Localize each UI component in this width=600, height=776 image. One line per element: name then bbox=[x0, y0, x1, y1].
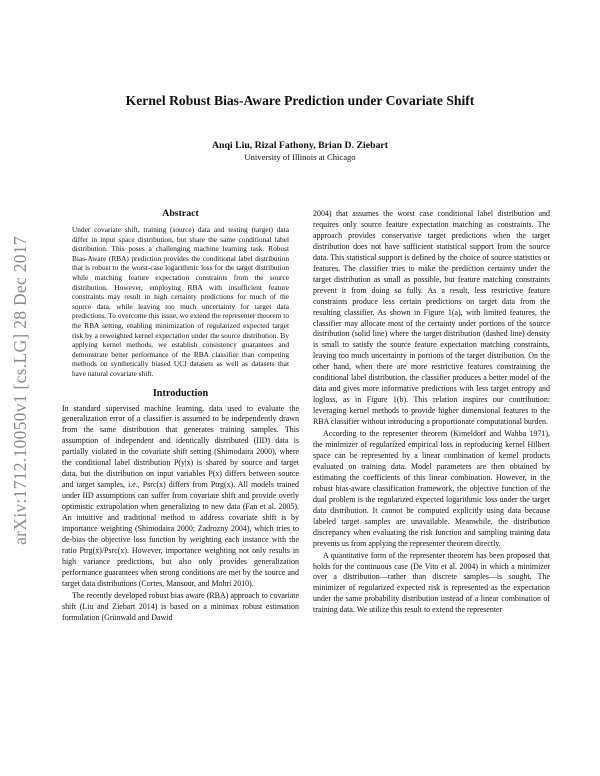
paper-authors: Anqi Liu, Rizal Fathony, Brian D. Ziebart bbox=[211, 140, 389, 151]
introduction-heading: Introduction bbox=[152, 387, 209, 399]
right-paragraph-3: A quantitative form of the representer theorem has been proposed that holds for the continuous case (De Vito et al. 2004) in which a minimizer over a distribution—rather than discrete samples—is sought. The minimizer of regularized expected risk is represented as the expectation under the same probability distribution instead of a linear combination of training data. We utilize this result to extend the representer bbox=[313, 550, 550, 615]
paper-title: Kernel Robust Bias-Aware Prediction under Covariate Shift bbox=[125, 93, 475, 108]
abstract-text: Under covariate shift, training (source) data and testing (target) data differ in input space distribution, but share the same conditional label distribution. This poses a challenging machine learning task. Robust Bias-Aware (RBA) prediction provides the conditional label distribution that is robust to the worst-case logarithmic loss for the target distribution while matching feature expectation constraints from the source distribution. However, employing RBA with insufficient feature constraints may result in high certainty predictions for much of the source data, while leaving too much uncertainty for target data predictions. To overcome this issue, we extend the representer theorem to the RBA setting, enabling minimization of regularized expected target risk by a reweighted kernel expectation under the source distribution. By applying kernel methods, we establish consistency guarantees and demonstrate better performance of the RBA classifier than competing methods on synthetically biased UCI datasets as well as datasets that have natural covariate shift. bbox=[72, 225, 289, 378]
intro-paragraph-1: In standard supervised machine learning, data used to evaluate the generalization error of a classifier is assumed to be independently drawn from the same distribution that generates training samples. This assumption of independent and identically distributed (IID) data is partially violated in the covariate shift setting (Shimodaira 2000), where the conditional label distribution P(y|x) is shared by source and target data, but the distribution on input variables P(x) differs between source and target samples, i.e., Psrc(x) differs from Ptrg(x). All models trained under IID assumptions can suffer from covariate shift and provide overly optimistic extrapolation when generalizing to new data (Fan et al. 2005). An intuitive and traditional method to address covariate shift is by importance weighting (Shimodaira 2000; Zadrozny 2004), which tries to de-bias the objective loss function by weighting each instance with the ratio Ptrg(x)/Psrc(x). However, importance weighting not only results in high variance predictions, but also only provides generalization performance guarantees when strong conditions are met by the source and target data distributions (Cortes, Mansour, and Mohri 2010). bbox=[62, 403, 299, 588]
abstract-heading: Abstract bbox=[162, 208, 199, 219]
left-column bbox=[62, 208, 299, 624]
intro-paragraph-2: The recently developed robust bias aware (RBA) approach to covariate shift (Liu and Ziebart 2014) is based on a minimax robust estimation formulation (Grünwald and Dawid bbox=[62, 590, 299, 622]
arxiv-identifier: arXiv:1712.10050v1 [cs.LG] 28 Dec 2017 bbox=[9, 235, 30, 545]
right-paragraph-2: According to the representer theorem (Kimeldorf and Wahba 1971), the minimizer of regularized empirical loss in reproducing kernel Hilbert space can be represented by a linear combination of kernel products evaluated on training data. Model parameters are then obtained by estimating the coefficients of this linear combination. However, in the robust bias-aware classification framework, the objective function of the dual problem is the regularized expected logarithmic loss under the target data distribution. It cannot be computed explicitly using data because labeled target samples are unavailable. Meanwhile, the distribution discrepancy when evaluating the risk function and sampling training data prevents us from applying the representer theorem directly. bbox=[313, 429, 550, 548]
paper-affiliation: University of Illinois at Chicago bbox=[244, 152, 356, 162]
arxiv-identifier-stamp bbox=[9, 205, 31, 575]
right-column bbox=[313, 209, 550, 616]
right-paragraph-1: 2004) that assumes the worst case conditional label distribution and requires only source feature expectation matching as constraints. The approach provides conservative target predictions when the target distribution does not have sufficient statistical support from the source data. This statistical support is defined by the choice of source statistics or features. The classifier tries to make the prediction certainty under the target distribution as small as possible, but feature matching constraints prevent it from doing so fully. As a result, less restrictive feature constraints produce less certain predictions on target data from the resulting classifier. As shown in Figure 1(a), with limited features, the classifier may allocate most of the certainty under portions of the source distribution (solid line) where the target distribution (dashed line) density is small to satisfy the source feature expectation matching constraints, leaving too much uncertainty in portions of the target distribution. On the other hand, when there are more restrictive features constraining the conditional label distribution, the classifier produces a better model of the data and gives more informative predictions with less target entropy and logloss, as in Figure 1(b). This relation inspires our contribution: leveraging kernel methods to provide higher dimensional features to the RBA classifier without introducing a proportionate computational burden. bbox=[313, 209, 550, 427]
